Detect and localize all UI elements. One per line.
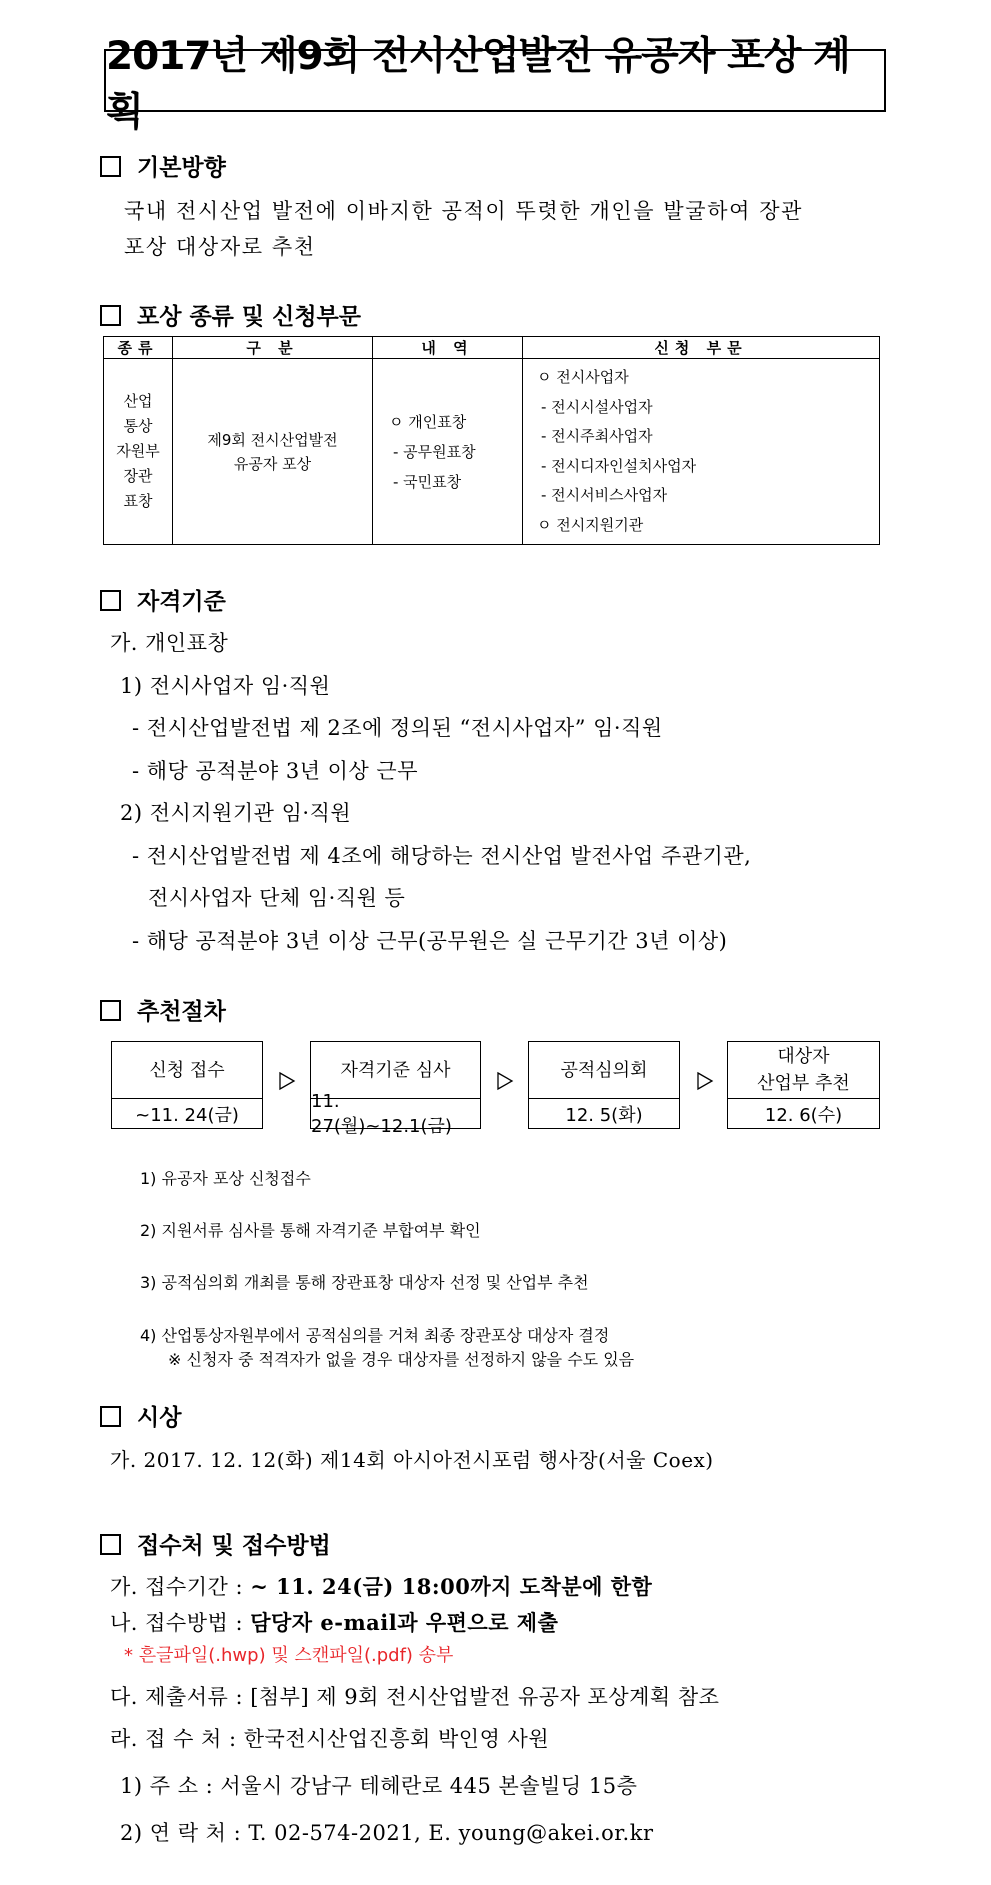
cell-details: ㅇ 개인표창 - 공무원표창 - 국민표창 [373, 359, 523, 545]
procedure-step-date: 12. 5(화) [565, 1105, 643, 1126]
procedure-step-1 [111, 1041, 263, 1129]
checkbox-square-icon [100, 1000, 121, 1021]
procedure-step-date: 11. 27(월)~12.1(금) [311, 1090, 452, 1137]
submission-file-note: * 흔글파일(.hwp) 및 스캔파일(.pdf) 송부 [124, 1645, 454, 1666]
submission-period: 가. 접수기간 : ~ 11. 24(금) 18:00까지 도착분에 한함 [110, 1574, 653, 1599]
qualification-line: - 해당 공적분야 3년 이상 근무 [132, 759, 418, 783]
qualification-line: 1) 전시사업자 임·직원 [120, 674, 331, 698]
procedure-remark: ※ 신청자 중 적격자가 없을 경우 대상자를 선정하지 않을 수도 있음 [168, 1350, 635, 1369]
procedure-note: 2) 지원서류 심사를 통해 자격기준 부합여부 확인 [140, 1221, 481, 1240]
qualification-line: 2) 전시지원기관 임·직원 [120, 801, 352, 825]
play-arrow-icon [278, 1071, 296, 1091]
submission-contact: 2) 연 락 처 : T. 02-574-2021, E. young@akei.or.kr [120, 1821, 654, 1845]
award-table-row [104, 359, 880, 545]
play-arrow-icon [496, 1071, 514, 1091]
procedure-note: 4) 산업통상자원부에서 공적심의를 거쳐 최종 장관포상 대상자 결정 [140, 1326, 610, 1345]
checkbox-square-icon [100, 1534, 121, 1555]
basic-text-line1: 국내 전시산업 발전에 이바지한 공적이 뚜렷한 개인을 발굴하여 장관 [124, 199, 804, 223]
procedure-step-date: ~11. 24(금) [135, 1105, 239, 1126]
checkbox-square-icon [100, 590, 121, 611]
procedure-step-label: 공적심의회 [529, 1042, 679, 1099]
procedure-step-label: 대상자 산업부 추천 [728, 1042, 879, 1099]
cell-category: 제9회 전시산업발전 유공자 포상 [173, 359, 373, 545]
checkbox-square-icon [100, 1406, 121, 1427]
submission-office: 라. 접 수 처 : 한국전시산업진흥회 박인영 사원 [110, 1727, 550, 1751]
procedure-note: 1) 유공자 포상 신청접수 [140, 1169, 311, 1188]
qualification-line: 전시사업자 단체 임·직원 등 [148, 886, 406, 910]
procedure-step-label: 자격기준 심사 [311, 1042, 480, 1099]
section-heading-procedure: 추천절차 [100, 993, 226, 1026]
qualification-line: - 전시산업발전법 제 4조에 해당하는 전시산업 발전사업 주관기관, [132, 844, 752, 868]
document-title-box [104, 33, 886, 135]
ceremony-line: 가. 2017. 12. 12(화) 제14회 아시아전시포럼 행사장(서울 Coex) [110, 1448, 714, 1472]
header-kind: 종류 [104, 337, 173, 359]
header-fields: 신청 부문 [523, 337, 880, 359]
submission-method: 나. 접수방법 : 담당자 e-mail과 우편으로 제출 [110, 1610, 559, 1635]
procedure-step-date: 12. 6(수) [764, 1105, 843, 1126]
basic-text-line2: 포상 대상자로 추천 [124, 235, 316, 259]
qualification-line: - 해당 공적분야 3년 이상 근무(공무원은 실 근무기간 3년 이상) [132, 929, 728, 953]
play-arrow-icon [696, 1071, 714, 1091]
section-heading-award: 포상 종류 및 신청부문 [100, 298, 361, 331]
procedure-step-label: 신청 접수 [112, 1042, 262, 1099]
cell-kind: 산업 통상 자원부 장관 표창 [104, 359, 173, 545]
checkbox-square-icon [100, 305, 121, 326]
section-heading-basic: 기본방향 [100, 149, 226, 182]
cell-fields: ㅇ 전시사업자 - 전시시설사업자 - 전시주최사업자 - 전시디자인설치사업자 - 전시서비스사업자 ㅇ 전시지원기관 [523, 359, 880, 545]
submission-documents: 다. 제출서류 : [첨부] 제 9회 전시산업발전 유공자 포상계획 참조 [110, 1685, 720, 1709]
document-title: 2017년 제9회 전시산업발전 유공자 포상 계획 [106, 33, 850, 135]
qualification-line: 가. 개인표창 [110, 631, 229, 655]
submission-address: 1) 주 소 : 서울시 강남구 테헤란로 445 본솔빌딩 15층 [120, 1774, 638, 1798]
section-heading-ceremony: 시상 [100, 1399, 181, 1432]
section-heading-qualification: 자격기준 [100, 583, 226, 616]
procedure-step-3 [528, 1041, 680, 1129]
header-details: 내 역 [373, 337, 523, 359]
procedure-step-4 [727, 1041, 880, 1129]
qualification-line: - 전시산업발전법 제 2조에 정의된 “전시사업자” 임·직원 [132, 716, 663, 740]
award-table [103, 336, 880, 545]
procedure-step-2 [310, 1041, 481, 1137]
procedure-note: 3) 공적심의회 개최를 통해 장관표창 대상자 선정 및 산업부 추천 [140, 1273, 589, 1292]
checkbox-square-icon [100, 156, 121, 177]
section-heading-submission: 접수처 및 접수방법 [100, 1527, 331, 1560]
header-category: 구 분 [173, 337, 373, 359]
award-table-header-row [104, 337, 880, 359]
